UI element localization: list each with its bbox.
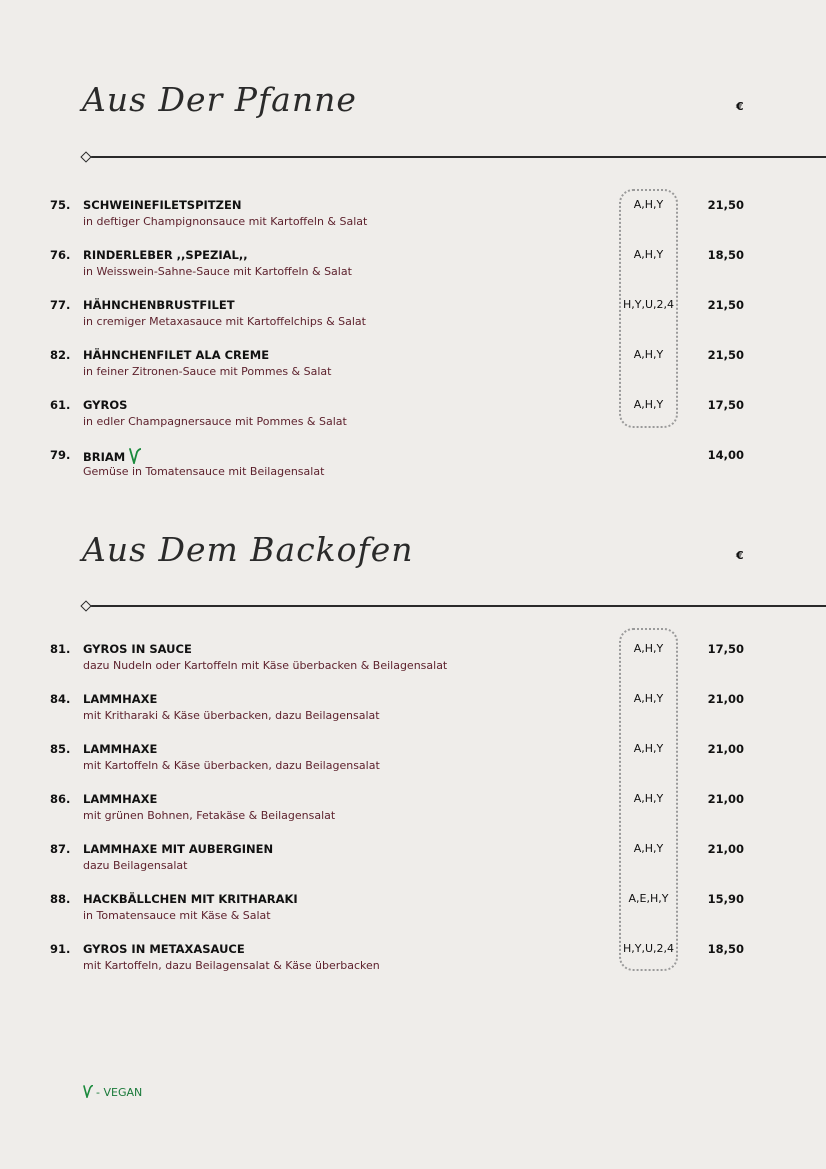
menu-item: [0, 298, 826, 338]
item-price: 21,50: [707, 348, 744, 362]
menu-item: [0, 642, 826, 682]
item-price: 21,50: [707, 298, 744, 312]
section-divider: [88, 156, 826, 158]
item-name-text: HÄHNCHENFILET ALA CREME: [83, 348, 270, 362]
item-allergens: A,E,H,Y: [628, 892, 669, 905]
item-description: in edler Champagnersauce mit Pommes & Salat: [83, 415, 347, 428]
item-price: 18,50: [707, 942, 744, 956]
item-description: mit Kartoffeln & Käse überbacken, dazu Beilagensalat: [83, 759, 380, 772]
item-name: [83, 642, 192, 656]
section-divider: [88, 605, 826, 607]
item-price: 21,00: [707, 842, 744, 856]
item-allergens: H,Y,U,2,4: [622, 942, 675, 955]
item-name: [83, 892, 298, 906]
currency-header-backofen: €: [736, 549, 744, 562]
item-price: 17,50: [707, 398, 744, 412]
divider-diamond-icon: [80, 600, 91, 611]
menu-item: [0, 198, 826, 238]
item-allergens: A,H,Y: [633, 792, 664, 805]
item-description: Gemüse in Tomatensauce mit Beilagensalat: [83, 465, 325, 478]
item-allergens: A,H,Y: [633, 642, 664, 655]
item-allergens: A,H,Y: [633, 248, 664, 261]
item-allergens: A,H,Y: [633, 742, 664, 755]
menu-item: [0, 348, 826, 388]
section-title-pfanne: Aus Der Pfanne: [82, 80, 357, 119]
item-description: in feiner Zitronen-Sauce mit Pommes & Salat: [83, 365, 332, 378]
item-number: 79.: [50, 448, 71, 462]
menu-item: [0, 448, 826, 488]
item-price: 21,50: [707, 198, 744, 212]
menu-item: [0, 692, 826, 732]
item-price: 17,50: [707, 642, 744, 656]
menu-item: [0, 248, 826, 288]
item-name-text: SCHWEINEFILETSPITZEN: [83, 198, 242, 212]
item-name-text: RINDERLEBER ,,SPEZIAL,,: [83, 248, 248, 262]
item-number: 88.: [50, 892, 71, 906]
section-title-backofen: Aus Dem Backofen: [82, 530, 414, 569]
item-number: 81.: [50, 642, 71, 656]
vegan-leaf-icon: [129, 448, 141, 464]
item-price: 21,00: [707, 692, 744, 706]
item-price: 21,00: [707, 792, 744, 806]
item-name-text: LAMMHAXE: [83, 742, 158, 756]
item-allergens: A,H,Y: [633, 842, 664, 855]
item-allergens: A,H,Y: [633, 398, 664, 411]
vegan-legend: [83, 1085, 142, 1099]
item-number: 77.: [50, 298, 71, 312]
item-allergens: H,Y,U,2,4: [622, 298, 675, 311]
item-number: 86.: [50, 792, 71, 806]
item-name-text: LAMMHAXE: [83, 692, 158, 706]
item-number: 87.: [50, 842, 71, 856]
item-name: [83, 348, 269, 362]
item-name: [83, 842, 273, 856]
item-price: 15,90: [707, 892, 744, 906]
item-number: 91.: [50, 942, 71, 956]
item-name: [83, 248, 248, 262]
item-description: dazu Nudeln oder Kartoffeln mit Käse überbacken & Beilagensalat: [83, 659, 448, 672]
item-description: mit Kritharaki & Käse überbacken, dazu Beilagensalat: [83, 709, 380, 722]
item-number: 76.: [50, 248, 71, 262]
item-name: [83, 448, 141, 464]
item-name: [83, 692, 157, 706]
item-name: [83, 298, 235, 312]
item-description: mit Kartoffeln, dazu Beilagensalat & Käse überbacken: [83, 959, 380, 972]
item-price: 14,00: [707, 448, 744, 462]
item-number: 84.: [50, 692, 71, 706]
menu-item: [0, 742, 826, 782]
item-description: in deftiger Champignonsauce mit Kartoffeln & Salat: [83, 215, 368, 228]
item-description: in Weisswein-Sahne-Sauce mit Kartoffeln & Salat: [83, 265, 352, 278]
item-description: dazu Beilagensalat: [83, 859, 188, 872]
menu-item: [0, 892, 826, 932]
menu-item: [0, 398, 826, 438]
currency-header-pfanne: €: [736, 100, 744, 113]
item-allergens: A,H,Y: [633, 198, 664, 211]
vegan-leaf-icon: [83, 1085, 93, 1098]
item-name-text: GYROS: [83, 398, 128, 412]
menu-item: [0, 842, 826, 882]
item-name: [83, 398, 127, 412]
item-number: 82.: [50, 348, 71, 362]
item-name-text: BRIAM: [83, 450, 126, 464]
menu-item: [0, 792, 826, 832]
item-name-text: LAMMHAXE MIT AUBERGINEN: [83, 842, 274, 856]
item-name-text: GYROS IN SAUCE: [83, 642, 192, 656]
item-description: in cremiger Metaxasauce mit Kartoffelchips & Salat: [83, 315, 366, 328]
item-number: 61.: [50, 398, 71, 412]
item-name: [83, 942, 245, 956]
item-number: 85.: [50, 742, 71, 756]
item-name: [83, 792, 157, 806]
item-description: in Tomatensauce mit Käse & Salat: [83, 909, 271, 922]
item-name: [83, 198, 241, 212]
item-price: 18,50: [707, 248, 744, 262]
item-allergens: A,H,Y: [633, 692, 664, 705]
menu-item: [0, 942, 826, 982]
item-description: mit grünen Bohnen, Fetakäse & Beilagensalat: [83, 809, 336, 822]
item-name-text: LAMMHAXE: [83, 792, 158, 806]
item-name: [83, 742, 157, 756]
item-allergens: A,H,Y: [633, 348, 664, 361]
vegan-legend-label: - VEGAN: [96, 1086, 143, 1099]
item-name-text: HÄHNCHENBRUSTFILET: [83, 298, 235, 312]
item-name-text: GYROS IN METAXASAUCE: [83, 942, 245, 956]
divider-diamond-icon: [80, 151, 91, 162]
item-name-text: HACKBÄLLCHEN MIT KRITHARAKI: [83, 892, 298, 906]
item-price: 21,00: [707, 742, 744, 756]
item-number: 75.: [50, 198, 71, 212]
